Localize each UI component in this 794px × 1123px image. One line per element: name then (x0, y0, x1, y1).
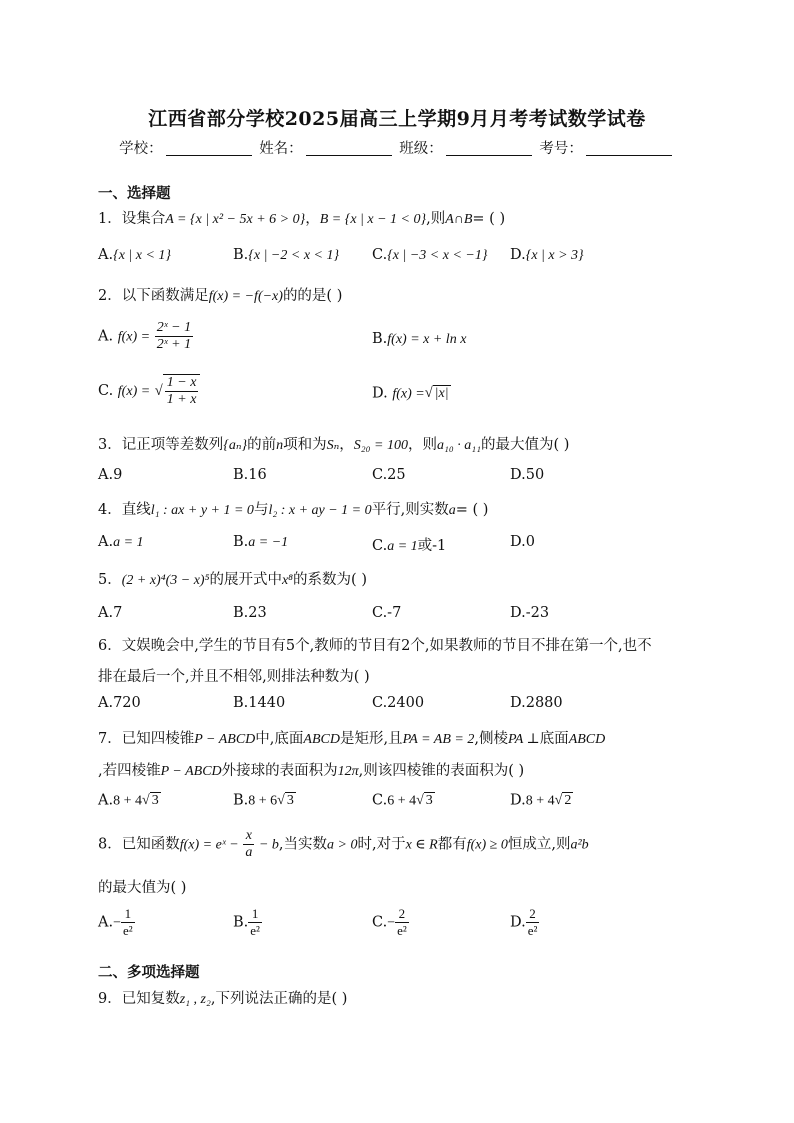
question-7-line-2 (98, 759, 524, 780)
q8-option-c[interactable] (372, 906, 409, 939)
denominator: 1 + x (166, 392, 197, 407)
option-label: D. (372, 385, 388, 402)
radicand: 2 (564, 793, 572, 808)
question-text: = ( ) (472, 211, 506, 227)
math-expr: a (448, 503, 456, 518)
denominator: a (245, 845, 253, 860)
q7-option-a[interactable] (98, 792, 161, 810)
q5-option-d[interactable]: D.-23 (510, 605, 550, 621)
denominator: e² (397, 923, 407, 938)
question-8-line-2: 的最大值为( ) (98, 880, 187, 896)
math-expr: f(x) = eˣ − (179, 837, 239, 853)
math-expr: 8 + 4 (113, 793, 142, 809)
question-3 (98, 433, 569, 454)
q3-option-b[interactable]: B.16 (233, 467, 267, 483)
math-expr: PA = AB = 2 (402, 732, 475, 747)
numerator: 2 (395, 906, 409, 923)
math-expr: a²b (570, 837, 589, 853)
math-expr: x ∈ R (405, 837, 438, 853)
question-text: = ( ) (455, 502, 489, 518)
question-number: 9． (98, 991, 122, 1007)
q7-option-c[interactable] (372, 792, 435, 810)
question-number: 1． (98, 211, 122, 227)
student-info-line (0, 137, 794, 158)
question-text: 中,底面 (255, 731, 304, 747)
question-number: 5． (98, 572, 122, 588)
math-expr: a = 1 (387, 539, 418, 554)
math-expr: a = −1 (248, 535, 289, 550)
question-6-line-2: 排在最后一个,并且不相邻,则排法种数为( ) (98, 669, 370, 685)
question-7 (98, 727, 605, 748)
name-blank[interactable] (306, 141, 392, 156)
option-label: D. (510, 247, 526, 263)
q4-option-c[interactable] (372, 534, 446, 555)
question-number: 4． (98, 502, 122, 518)
math-expr: a > 0 (327, 837, 358, 853)
question-text: 已知函数 (121, 836, 180, 853)
numerator: 2 (526, 906, 540, 923)
question-text: 的最大值为( ) (480, 437, 570, 453)
q7-option-d[interactable] (510, 792, 573, 810)
option-label: A. (98, 247, 114, 263)
question-text: 设集合 (121, 211, 166, 227)
radicand: 3 (151, 793, 159, 808)
q5-option-a[interactable]: A.7 (98, 605, 123, 621)
question-number: 3． (98, 437, 122, 453)
question-text: ,侧棱 (474, 731, 508, 747)
q1-option-a[interactable] (98, 247, 171, 264)
number-label: 考号： (539, 141, 583, 157)
question-text: 的前 (247, 437, 277, 453)
option-label: C. (372, 247, 388, 263)
denominator: e² (250, 923, 260, 938)
school-blank[interactable] (166, 141, 252, 156)
numerator: 1 (121, 906, 135, 923)
math-expr: f(x) = (117, 329, 151, 345)
option-label: B. (233, 247, 249, 263)
question-text: 底面 (539, 731, 569, 747)
question-text: 都有 (437, 836, 467, 853)
question-text: 恒成立,则 (507, 836, 571, 853)
sign: − (113, 915, 121, 931)
math-expr: − b (258, 837, 279, 853)
math-expr: (2 + x)⁴(3 − x)⁵ (121, 573, 210, 588)
question-number: 6． (98, 638, 122, 654)
math-expr: {aₙ} (223, 438, 248, 453)
question-text: 直线 (121, 502, 151, 518)
math-expr: l₂ : x + ay − 1 = 0 (268, 503, 372, 518)
sqrt: √ 2 (554, 793, 572, 808)
q2-option-c[interactable] (98, 374, 200, 408)
number-blank[interactable] (586, 141, 672, 156)
question-text: ， (339, 437, 354, 453)
sqrt: √ |x| (424, 385, 449, 401)
q6-option-d[interactable]: D.2880 (510, 695, 563, 711)
option-label: B. (233, 792, 249, 809)
section-heading-multi-choice: 二、多项选择题 (98, 964, 200, 981)
math-expr: A = {x | x² − 5x + 6 > 0} (165, 212, 306, 227)
math-expr: 8 + 6 (248, 793, 278, 809)
q8-option-d[interactable] (510, 906, 539, 939)
q1-option-b[interactable] (233, 247, 339, 264)
question-text: 的展开式中 (209, 572, 282, 588)
numerator: 2ˣ − 1 (156, 320, 192, 335)
school-label: 学校： (119, 141, 163, 157)
question-text: 的的是( ) (282, 288, 343, 304)
math-expr: PA ⊥ (507, 732, 540, 747)
question-text: 以下函数满足 (121, 288, 209, 304)
math-expr: f(x) ≥ 0 (466, 837, 508, 853)
q2-option-b[interactable] (372, 331, 466, 348)
math-expr: f(x) = x + ln x (387, 332, 467, 347)
radicand: 3 (286, 793, 294, 808)
math-expr: x⁸ (281, 573, 294, 588)
math-expr: a₁₀ · a₁₁ (436, 438, 481, 453)
sqrt: √ 3 (142, 793, 159, 808)
math-expr: f(x) = (392, 386, 425, 402)
question-6 (98, 634, 652, 655)
question-text: 已知四棱锥 (121, 731, 195, 747)
math-expr: Sₙ (326, 438, 340, 453)
option-label: B. (233, 534, 249, 550)
denominator: e² (123, 923, 133, 938)
q2-option-a[interactable] (98, 320, 193, 353)
q6-option-c[interactable]: C.2400 (372, 695, 425, 711)
numerator: 1 − x (166, 375, 197, 390)
question-5 (98, 568, 367, 589)
fraction (248, 906, 262, 939)
q3-option-a[interactable]: A.9 (98, 467, 123, 483)
question-text: 与 (253, 502, 269, 518)
question-text: 是矩形,且 (339, 731, 403, 747)
q7-option-b[interactable] (233, 792, 296, 810)
math-expr: l₁ : ax + y + 1 = 0 (150, 503, 254, 518)
option-label: C. (372, 792, 388, 809)
q3-option-c[interactable]: C.25 (372, 467, 406, 483)
question-text: 外接球的表面积为 (221, 763, 338, 779)
question-1 (98, 207, 505, 228)
q6-option-a[interactable]: A.720 (98, 695, 141, 711)
q4-option-a[interactable] (98, 534, 144, 551)
math-expr: {x | −2 < x < 1} (248, 248, 340, 263)
name-label: 姓名： (259, 141, 303, 157)
q1-option-d[interactable] (510, 247, 584, 264)
section-heading-choice: 一、选择题 (98, 185, 171, 202)
math-expr: {x | −3 < x < −1} (387, 248, 488, 263)
question-text: ,则 (426, 211, 446, 227)
option-label: C. (372, 538, 388, 554)
fraction (395, 906, 409, 939)
denominator: e² (527, 923, 538, 938)
question-4 (98, 498, 488, 519)
option-label: A. (98, 534, 114, 550)
question-text: ,若四棱锥 (98, 763, 161, 779)
question-text: ,当实数 (278, 836, 328, 853)
question-text: 已知复数 (121, 991, 180, 1007)
q8-option-a[interactable] (98, 906, 135, 939)
fraction (526, 906, 540, 939)
math-expr: f(x) = (117, 384, 151, 399)
option-label: B. (233, 914, 249, 931)
option-label: B. (372, 331, 388, 347)
q2-option-d[interactable] (372, 385, 451, 403)
question-9 (98, 987, 347, 1008)
q5-option-c[interactable]: C.-7 (372, 605, 402, 621)
math-expr: a = 1 (113, 535, 144, 550)
numerator: 1 (248, 906, 262, 923)
sign: − (387, 915, 396, 931)
q6-option-b[interactable]: B.1440 (233, 695, 286, 711)
math-expr: ABCD (303, 732, 340, 747)
math-expr: B = {x | x − 1 < 0} (319, 212, 427, 227)
math-expr: f(x) = −f(−x) (208, 289, 283, 304)
denominator: 2ˣ + 1 (156, 337, 192, 352)
math-expr: {x | x < 1} (113, 248, 172, 263)
question-text: ,下列说法正确的是( ) (210, 991, 348, 1007)
class-label: 班级： (399, 141, 443, 157)
fraction (121, 906, 135, 939)
question-number: 8． (98, 836, 122, 853)
option-label: C. (98, 383, 114, 399)
sqrt: √ 3 (416, 793, 433, 808)
q4-option-b[interactable] (233, 534, 288, 551)
q5-option-b[interactable]: B.23 (233, 605, 267, 621)
option-label: D. (510, 914, 526, 931)
question-text: 平行,则实数 (371, 502, 449, 518)
question-text: 记正项等差数列 (121, 437, 224, 453)
q1-option-c[interactable] (372, 247, 487, 264)
option-label: A. (98, 328, 114, 345)
math-expr: P − ABCD (160, 764, 222, 779)
q8-option-b[interactable] (233, 906, 262, 939)
question-text: 项和为 (283, 437, 327, 453)
math-expr: n (276, 438, 284, 453)
math-expr: P − ABCD (194, 732, 256, 747)
option-label: D. (510, 792, 526, 809)
numerator: x (243, 828, 254, 845)
radicand: 3 (425, 793, 433, 808)
math-expr: ABCD (568, 732, 606, 747)
question-text: ,则该四棱锥的表面积为( ) (358, 763, 525, 779)
question-8 (98, 828, 589, 861)
q3-option-d[interactable]: D.50 (510, 467, 545, 483)
sqrt: √ $\frac{1 - x}{1 + x}$ (155, 374, 201, 408)
sqrt: √ 3 (277, 793, 294, 808)
option-text: 或-1 (417, 538, 447, 554)
question-number: 7． (98, 731, 122, 747)
math-expr: {x | x > 3} (525, 248, 584, 263)
question-text: 文娱晚会中,学生的节目有5个,教师的节目有2个,如果教师的节目不排在第一个,也不 (121, 638, 652, 654)
option-label: C. (372, 914, 388, 931)
math-expr: 12π (337, 764, 359, 779)
class-blank[interactable] (446, 141, 532, 156)
fraction (155, 320, 193, 353)
option-label: A. (98, 914, 114, 931)
question-text: 时,对于 (357, 836, 406, 853)
math-expr: 8 + 4 (525, 793, 555, 809)
question-2 (98, 284, 342, 305)
question-text: 的系数为( ) (293, 572, 367, 588)
math-expr: 6 + 4 (387, 793, 417, 809)
question-text: ， (305, 211, 320, 227)
question-text: ，则 (407, 437, 437, 453)
math-expr: z₁ , z₂ (179, 992, 211, 1007)
math-expr: S₂₀ = 100 (353, 438, 408, 453)
math-expr: A∩B (445, 212, 473, 227)
question-number: 2． (98, 288, 122, 304)
q4-option-d[interactable]: D.0 (510, 534, 535, 550)
fraction (243, 828, 254, 861)
radicand: |x| (434, 386, 449, 401)
page-title: 江西省部分学校2025届高三上学期9月月考考试数学试卷 (148, 108, 646, 130)
option-label: A. (98, 792, 114, 809)
